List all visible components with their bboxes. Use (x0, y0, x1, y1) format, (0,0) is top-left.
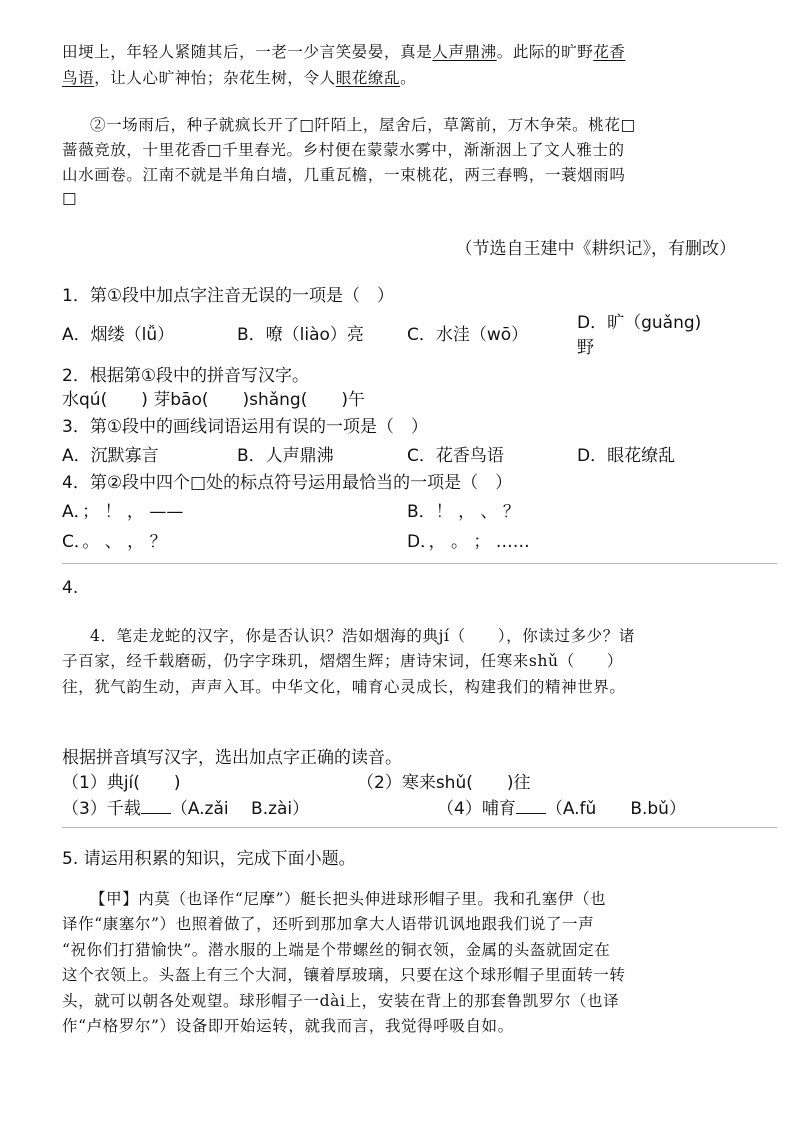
section-4-item-4 (437, 794, 686, 819)
item-label: （4）哺育 (437, 799, 516, 819)
q2-pinyin-line: 水qú( ) 芽bāo( )shǎng( )午 (62, 390, 365, 410)
section-4-passage-line: 4．笔走龙蛇的汉字，你是否认识？浩如烟海的典jí（ ），你读过多少？诸 (90, 627, 635, 645)
passage-text: 。此际的旷野 (496, 43, 594, 61)
section-4-item-3 (62, 794, 309, 819)
section-divider (62, 563, 777, 564)
section-5-passage-line: 作“卢格罗尔”）设备即开始运转，就我而言，我觉得呼吸自如。 (62, 1017, 514, 1035)
answer-blank (141, 812, 171, 814)
section-5-passage-line: 头，就可以朝各处观望。球形帽子一dài上，安装在背上的那套鲁凯罗尔（也译 (62, 992, 620, 1010)
paragraph-2-line: □ (62, 189, 78, 207)
q1-option-d-continued: 野 (577, 338, 594, 358)
section-5-passage-line: “祝你们打猎愉快”。潜水服的上端是个带螺丝的铜衣领，金属的头盔就固定在 (62, 941, 611, 959)
q4-option-a: A．； ！ ， —— (62, 502, 184, 522)
section-5-passage-line: 【甲】内莫（也译作“尼摩”）艇长把头伸进球形帽子里。我和孔塞伊（也 (90, 890, 607, 908)
item-options: （A.fǔ B.bǔ） (545, 799, 686, 819)
q3-option-b: B．人声鼎沸 (237, 446, 334, 466)
section-5-passage-line: 这个衣领上。头盔上有三个大洞，镶着厚玻璃，只要在这个球形帽子里面转一转 (62, 966, 626, 984)
q4-option-b: B．！ ， 、 ？ (407, 502, 520, 522)
source-citation: （节选自王建中《耕织记》，有删改） (455, 239, 736, 259)
section-5-passage-line: 译作“康塞尔”）也照着做了，还听到那加拿大人语带讥讽地跟我们说了一声 (62, 915, 595, 933)
q1-option-d: D．旷（guǎng) (577, 313, 702, 333)
paragraph-2-line: 山水画卷。江南不就是半角白墙，几重瓦檐，一束桃花，两三春鸭，一蓑烟雨吗 (62, 166, 626, 184)
answer-blank (516, 812, 546, 814)
q3-option-a: A．沉默寡言 (62, 446, 159, 466)
section-4-number: 4. (62, 578, 79, 598)
passage-line (62, 40, 626, 62)
passage-line (62, 66, 416, 88)
item-options: （A.zǎi B.zài） (170, 799, 310, 819)
underlined-phrase: 眼花缭乱 (335, 69, 401, 87)
q4-option-c: C．。 、 ， ？ (62, 532, 167, 552)
question-1-stem: 1．第①段中加点字注音无误的一项是（ ） (62, 286, 395, 306)
paragraph-2-line: ②一场雨后，种子就疯长开了□阡陌上，屋舍后，草篱前，万木争荣。桃花□ (90, 116, 636, 134)
q1-option-a: A．烟缕（lǚ） (62, 325, 175, 345)
q4-option-d: D．， 。 ； …… (407, 532, 530, 552)
section-4-passage-line: 子百家，经千载磨砺，仍字字珠玑，熠熠生辉；唐诗宋词，任寒来shǔ（ ） (62, 652, 624, 670)
section-4-instruction: 根据拼音填写汉字，选出加点字正确的读音。 (62, 748, 402, 768)
section-4-item-1: （1）典jí( ) (62, 773, 181, 793)
question-2-stem: 2．根据第①段中的拼音写汉字。 (62, 366, 310, 386)
passage-text: 田埂上，年轻人紧随其后，一老一少言笑晏晏，真是 (62, 43, 433, 61)
underlined-phrase: 鸟语 (62, 69, 95, 87)
section-divider (62, 827, 777, 828)
item-label: （3）千载 (62, 799, 141, 819)
section-5-title: 5. 请运用积累的知识，完成下面小题。 (62, 849, 356, 869)
question-4-stem: 4．第②段中四个□处的标点符号运用最恰当的一项是（ ） (62, 473, 513, 493)
underlined-phrase: 花香 (593, 43, 626, 61)
passage-text: ，让人心旷神怡；杂花生树，令人 (94, 69, 336, 87)
passage-text: 。 (400, 69, 417, 87)
q1-option-b: B．嘹（liào）亮 (237, 325, 364, 345)
q3-option-d: D．眼花缭乱 (577, 446, 676, 466)
section-4-passage-line: 往，犹气韵生动，声声入耳。中华文化，哺育心灵成长，构建我们的精神世界。 (62, 678, 626, 696)
paragraph-2-line: 蔷薇竞放，十里花香□千里春光。乡村便在蒙蒙水雾中，渐渐洇上了文人雅士的 (62, 141, 625, 159)
underlined-phrase: 人声鼎沸 (432, 43, 497, 61)
section-4-item-2: （2）寒来shǔ( )往 (357, 773, 531, 793)
q1-option-c: C．水洼（wō） (407, 325, 529, 345)
question-3-stem: 3．第①段中的画线词语运用有误的一项是（ ） (62, 417, 429, 437)
q3-option-c: C．花香鸟语 (407, 446, 504, 466)
